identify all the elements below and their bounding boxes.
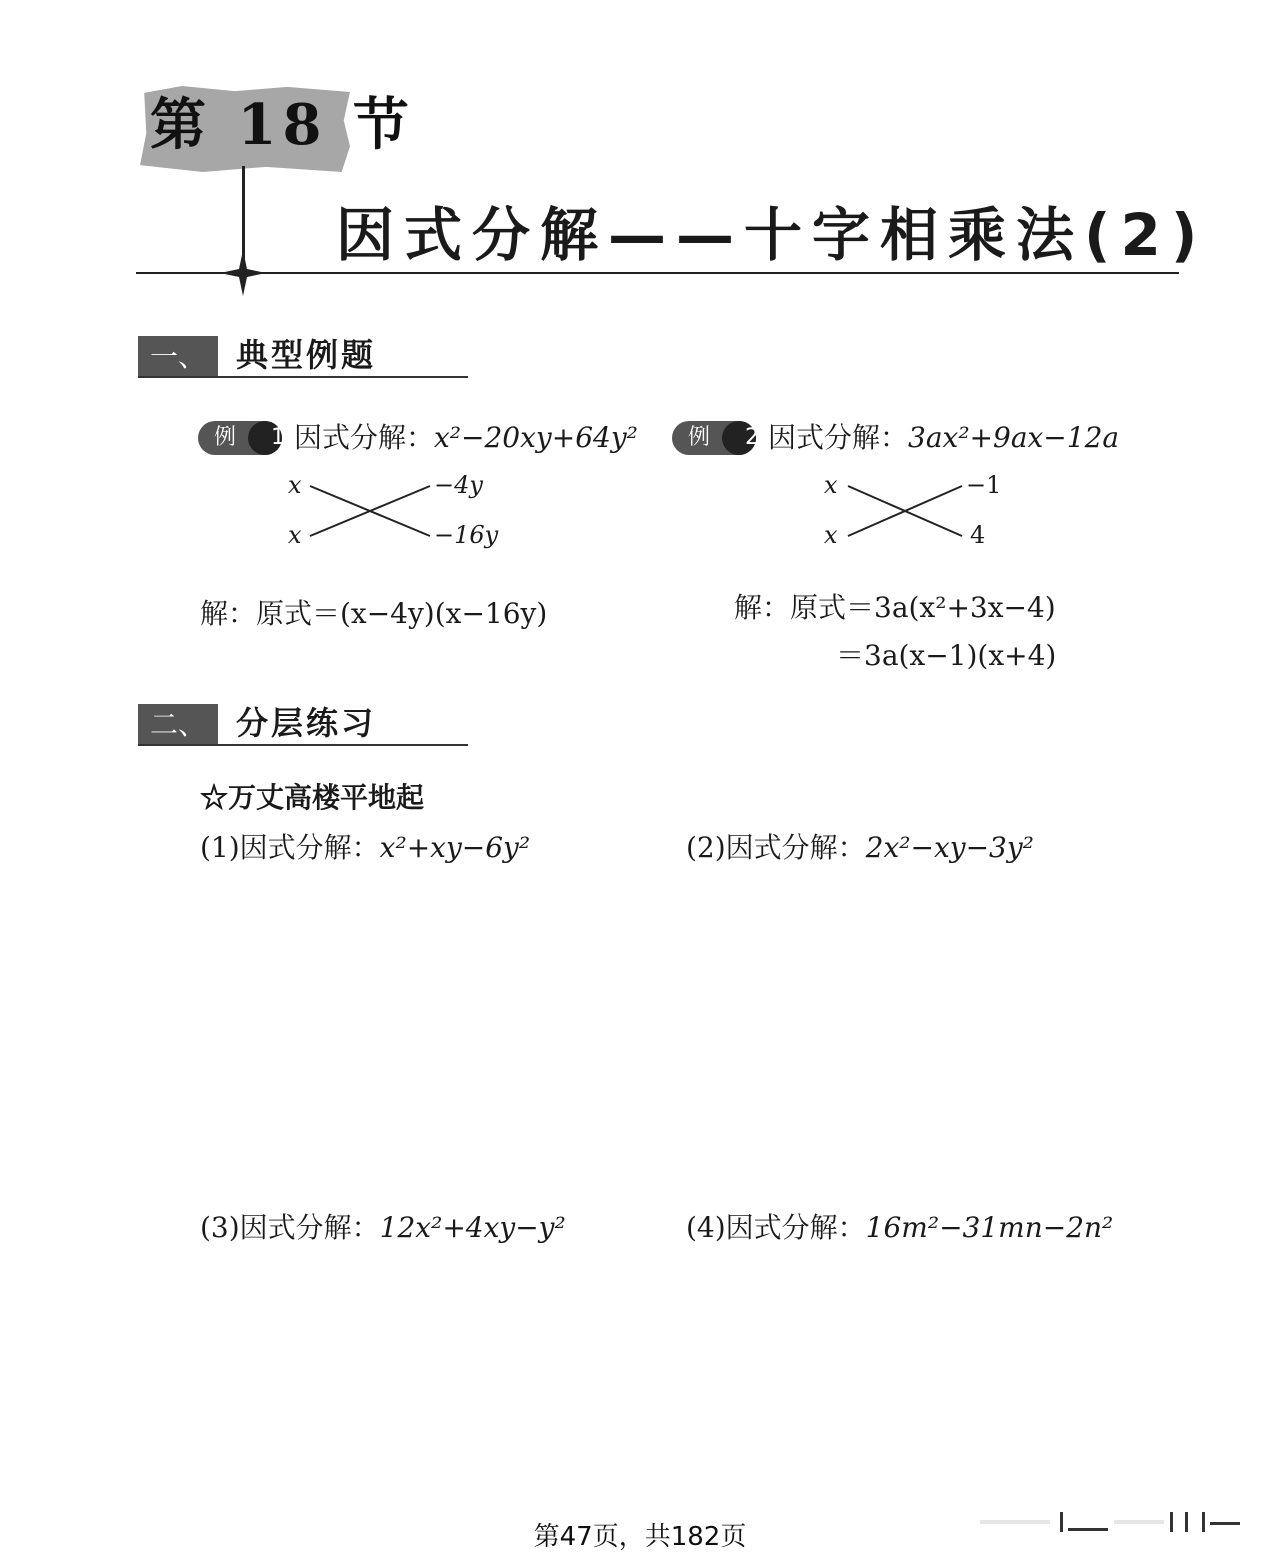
practice-item-2-label: (2)因式分解：: [686, 831, 866, 864]
practice-item-2: [686, 830, 1034, 866]
practice-item-3: [200, 1210, 566, 1246]
practice-item-1-expression: x²+xy−6y²: [379, 831, 531, 864]
example2-prompt-label: 因式分解：: [768, 421, 909, 454]
page-footer: 第47页，共182页: [533, 1522, 747, 1552]
practice-subheading: ☆万丈高楼平地起: [200, 781, 425, 814]
example2-expression: 3ax²+9ax−12a: [908, 421, 1120, 454]
example2-cross-right-top: −1: [966, 471, 1002, 499]
section1-rule: [138, 376, 468, 378]
practice-item-4-label: (4)因式分解：: [686, 1211, 866, 1244]
section2-number: 二、: [149, 708, 206, 741]
example1-prompt: [294, 420, 638, 456]
section-label: 第 18 节: [150, 92, 415, 158]
example2-solution-line2: ＝3a(x−1)(x+4): [836, 639, 1057, 672]
example1-solution: 解：原式＝(x−4y)(x−16y): [200, 597, 548, 630]
example1-cross-left-top: x: [288, 471, 302, 499]
example2-prompt: [768, 420, 1119, 456]
practice-item-4: [686, 1210, 1113, 1246]
example1-cross-right-bottom: −16y: [434, 521, 499, 549]
section2-number-block: [138, 704, 218, 746]
example1-cross-right-top: −4y: [434, 471, 483, 499]
example1-cross-lines: [308, 480, 432, 542]
section2-title: 分层练习: [236, 704, 377, 742]
practice-item-2-expression: 2x²−xy−3y²: [865, 831, 1034, 864]
example2-cross-left-top: x: [824, 471, 838, 499]
example1-badge-label: 例 1: [214, 425, 299, 450]
example1-expression: x²−20xy+64y²: [434, 421, 638, 454]
title-rule: [136, 272, 1179, 274]
example2-badge-label: 例 2: [688, 425, 773, 450]
section1-number-block: [138, 336, 218, 378]
chapter-title: 因式分解——十字相乘法(2): [336, 201, 1208, 269]
practice-item-4-expression: 16m²−31mn−2n²: [865, 1211, 1114, 1244]
practice-item-3-label: (3)因式分解：: [200, 1211, 380, 1244]
example2-cross-left-bottom: x: [824, 521, 838, 549]
example1-cross-left-bottom: x: [288, 521, 302, 549]
practice-item-1: [200, 830, 530, 866]
section1-title: 典型例题: [236, 336, 377, 374]
example2-cross-right-bottom: 4: [970, 521, 986, 549]
practice-item-3-expression: 12x²+4xy−y²: [379, 1211, 566, 1244]
section1-number: 一、: [149, 340, 206, 373]
section2-rule: [138, 744, 468, 746]
practice-item-1-label: (1)因式分解：: [200, 831, 380, 864]
example2-cross-lines: [846, 480, 964, 542]
example1-prompt-label: 因式分解：: [294, 421, 435, 454]
example2-solution-line1: 解：原式＝3a(x²+3x−4): [734, 591, 1056, 624]
